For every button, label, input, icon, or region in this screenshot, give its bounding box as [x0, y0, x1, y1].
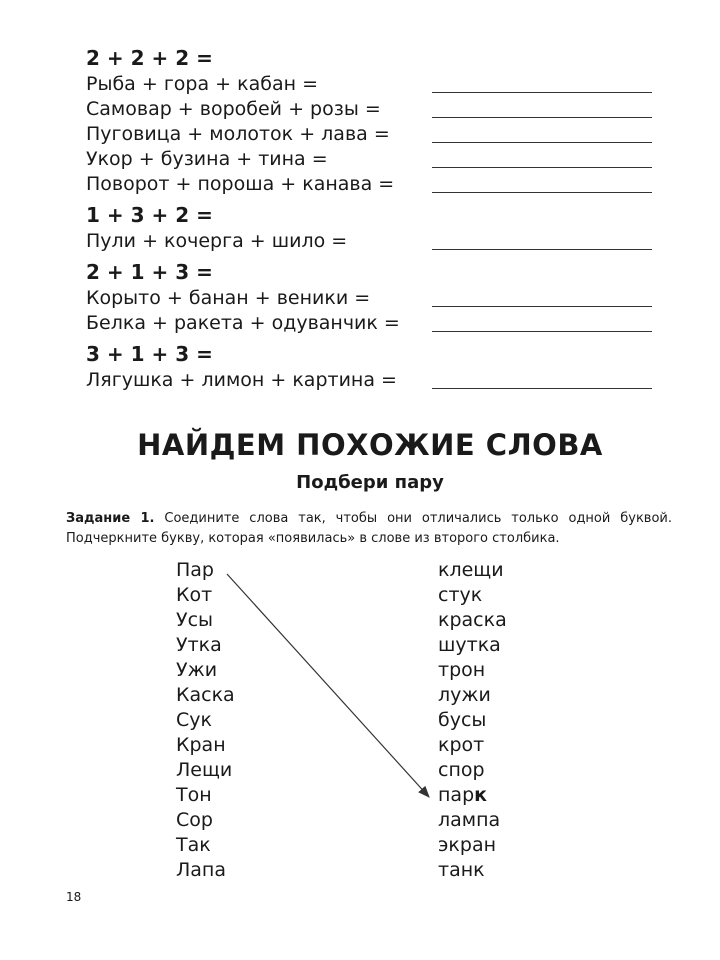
- equation-text: Пуговица + молоток + лава =: [86, 123, 390, 145]
- task-label: Задание 1.: [66, 511, 155, 526]
- equation-header: 3 + 1 + 3 =: [86, 342, 213, 366]
- equation-text: Лягушка + лимон + картина =: [86, 369, 397, 391]
- page-number: 18: [66, 890, 82, 904]
- section-subtitle: Подбери пару: [296, 472, 444, 493]
- section-title: НАЙДЕМ ПОХОЖИЕ СЛОВА: [137, 428, 603, 462]
- right-word[interactable]: шутка: [438, 634, 501, 656]
- left-word[interactable]: Каска: [176, 684, 235, 706]
- left-word[interactable]: Лещи: [176, 759, 233, 781]
- right-word[interactable]: крот: [438, 734, 485, 756]
- equation-text: Самовар + воробей + розы =: [86, 98, 381, 120]
- right-word[interactable]: трон: [438, 659, 486, 681]
- task-text: Соедините слова так, чтобы они отличались только одной буквой. Подчеркните букву, которая «появилась» в слове из второго столбика.: [66, 511, 673, 546]
- right-word[interactable]: стук: [438, 584, 483, 606]
- right-word[interactable]: танк: [438, 859, 485, 881]
- right-word[interactable]: клещи: [438, 559, 504, 581]
- left-word[interactable]: Сук: [176, 709, 212, 731]
- connector-line: [227, 574, 429, 797]
- right-word[interactable]: лужи: [438, 684, 491, 706]
- equation-header: 2 + 2 + 2 =: [86, 46, 213, 70]
- right-word[interactable]: бусы: [438, 709, 487, 731]
- example-added-letter: к: [474, 784, 488, 806]
- equation-text: Белка + ракета + одуванчик =: [86, 312, 400, 334]
- left-word[interactable]: Лапа: [176, 859, 226, 881]
- right-word[interactable]: краска: [438, 609, 507, 631]
- equation-text: Укор + бузина + тина =: [86, 148, 328, 170]
- left-word[interactable]: Усы: [176, 609, 214, 631]
- left-word[interactable]: Сор: [176, 809, 213, 831]
- left-word[interactable]: Ужи: [176, 659, 218, 681]
- left-word[interactable]: Пар: [176, 559, 214, 581]
- right-word[interactable]: спор: [438, 759, 485, 781]
- left-word[interactable]: Утка: [176, 634, 222, 656]
- equation-header: 2 + 1 + 3 =: [86, 260, 213, 284]
- left-word[interactable]: Тон: [176, 784, 212, 806]
- right-word[interactable]: лампа: [438, 809, 501, 831]
- equation-text: Рыба + гора + кабан =: [86, 73, 318, 95]
- right-word[interactable]: экран: [438, 834, 497, 856]
- equation-text: Поворот + пороша + канава =: [86, 173, 395, 195]
- equation-header: 1 + 3 + 2 =: [86, 203, 213, 227]
- left-word[interactable]: Так: [176, 834, 211, 856]
- left-word[interactable]: Кран: [176, 734, 226, 756]
- example-base: пар: [438, 784, 475, 806]
- left-word[interactable]: Кот: [176, 584, 213, 606]
- equation-text: Пули + кочерга + шило =: [86, 230, 348, 252]
- equation-text: Корыто + банан + веники =: [86, 287, 371, 309]
